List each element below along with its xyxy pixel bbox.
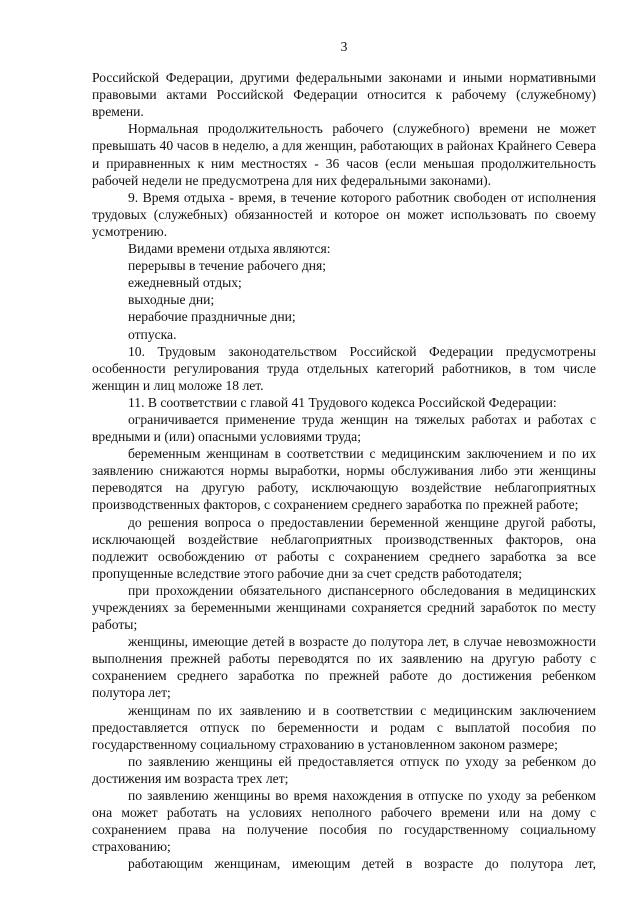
paragraph: беременным женщинам в соответствии с медицинским заключением и по их заявлению снижаются нормы выработки, нормы обслуживания либо эти женщины переводятся на другую работу, исключающую воздействие неблагоприятных производственных факторов, с сохранением среднего заработка по прежней работе; bbox=[92, 446, 596, 513]
paragraph: Нормальная продолжительность рабочего (служебного) времени не может превышать 40 часов в неделю, а для женщин, работающих в районах Крайнего Севера и приравненных к ним местностях - 36 часов (если меньшая продолжительность рабочей недели не предусмотрена для них федеральными законами). bbox=[92, 121, 596, 188]
document-body bbox=[92, 69, 596, 872]
paragraph: работающим женщинам, имеющим детей в возрасте до полутора лет, bbox=[128, 856, 596, 872]
paragraph: до решения вопроса о предоставлении беременной женщине другой работы, исключающей воздействие неблагоприятных производственных факторов, она подлежит освобождению от работы с сохранением среднего заработка за все пропущенные вследствие этого рабочие дни за счет средств работодателя; bbox=[92, 514, 596, 581]
paragraph: Видами времени отдыха являются: bbox=[128, 241, 331, 257]
paragraph: отпуска. bbox=[128, 326, 177, 342]
paragraph: 9. Время отдыха - время, в течение которого работник свободен от исполнения трудовых (служебных) обязанностей и которое он может использовать по своему усмотрению. bbox=[92, 189, 596, 239]
paragraph: женщины, имеющие детей в возрасте до полутора лет, в случае невозможности выполнения прежней работы переводятся по их заявлению на другую работу с сохранением среднего заработка по прежней работе до достижения ребенком полутора лет; bbox=[92, 634, 596, 701]
paragraph: 10. Трудовым законодательством Российской Федерации предусмотрены особенности регулирования труда отдельных категорий работников, в том числе женщин и лиц моложе 18 лет. bbox=[92, 343, 596, 393]
paragraph: ограничивается применение труда женщин на тяжелых работах и работах с вредными и (или) опасными условиями труда; bbox=[92, 411, 596, 445]
paragraph: нерабочие праздничные дни; bbox=[128, 309, 296, 325]
paragraph: при прохождении обязательного диспансерного обследования в медицинских учреждениях за беременными женщинами сохраняется средний заработок по месту работы; bbox=[92, 582, 596, 633]
paragraph: по заявлению женщины во время нахождения в отпуске по уходу за ребенком она может работать на условиях неполного рабочего времени или на дому с сохранением права на получение пособия по государственному социальному страхованию; bbox=[92, 788, 596, 855]
paragraph: выходные дни; bbox=[128, 292, 215, 308]
paragraph: перерывы в течение рабочего дня; bbox=[128, 258, 327, 274]
paragraph: Российской Федерации, другими федеральными законами и иными нормативными правовыми актами Российской Федерации относится к рабочему (служебному) времени. bbox=[92, 70, 596, 120]
page-number: 3 bbox=[340, 39, 348, 54]
paragraph: женщинам по их заявлению и в соответствии с медицинским заключением предоставляется отпуск по беременности и родам с выплатой пособия по государственному социальному страхованию в установленном законом размере; bbox=[92, 702, 596, 752]
paragraph: 11. В соответствии с главой 41 Трудового кодекса Российской Федерации: bbox=[128, 394, 557, 410]
paragraph: ежедневный отдых; bbox=[128, 275, 242, 291]
paragraph: по заявлению женщины ей предоставляется отпуск по уходу за ребенком до достижения им возраста трех лет; bbox=[92, 753, 596, 786]
